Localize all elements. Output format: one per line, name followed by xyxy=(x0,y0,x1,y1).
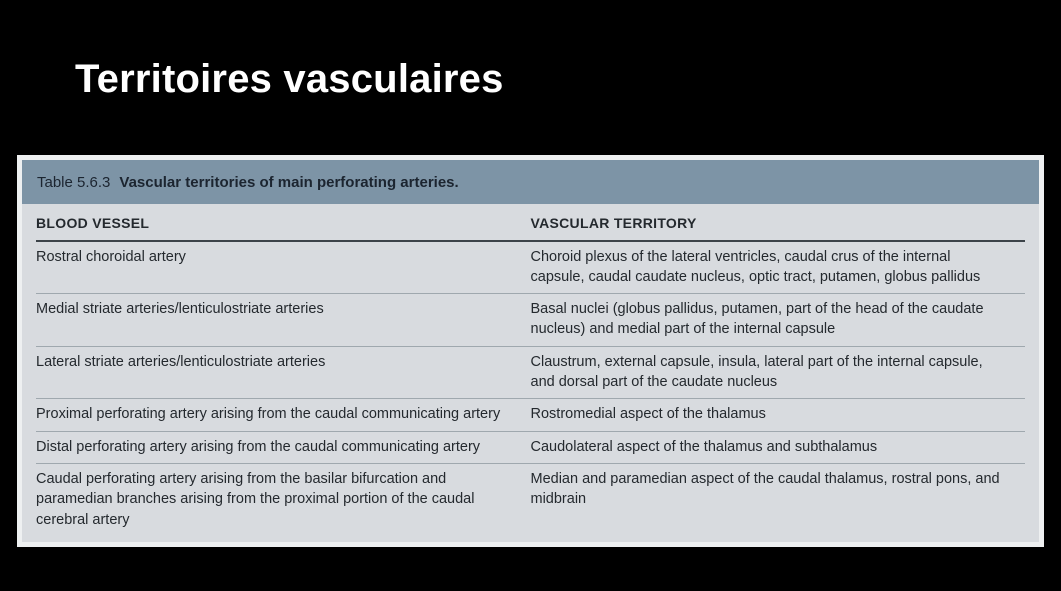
table-row xyxy=(36,463,1025,535)
vascular-territory-cell: Rostromedial aspect of the thalamus xyxy=(531,399,1026,431)
column-header-blood-vessel: BLOOD VESSEL xyxy=(36,204,531,241)
blood-vessel-cell: Lateral striate arteries/lenticulostriate arteries xyxy=(36,346,531,399)
slide-title: Territoires vasculaires xyxy=(75,57,504,101)
table-row xyxy=(36,431,1025,463)
table-row xyxy=(36,241,1025,294)
table-rows xyxy=(36,241,1025,536)
blood-vessel-cell: Caudal perforating artery arising from the basilar bifurcation and paramedian branches arising from the proximal portion of the caudal cerebral artery xyxy=(36,470,475,528)
blood-vessel-cell: Proximal perforating artery arising from the caudal communicating artery xyxy=(36,399,531,431)
table-figure xyxy=(17,155,1044,547)
vascular-territory-cell: Basal nuclei (globus pallidus, putamen, part of the head of the caudate nucleus) and medial part of the internal capsule xyxy=(531,294,1026,347)
table-row xyxy=(36,399,1025,431)
table-body xyxy=(22,204,1039,542)
blood-vessel-cell: Distal perforating artery arising from the caudal communicating artery xyxy=(36,431,531,463)
blood-vessel-cell: Rostral choroidal artery xyxy=(36,241,531,294)
vascular-territory-cell: Claustrum, external capsule, insula, lateral part of the internal capsule, and dorsal part of the caudate nucleus xyxy=(531,346,1026,399)
vascular-territory-cell: Median and paramedian aspect of the caudal thalamus, rostral pons, and midbrain xyxy=(530,470,1000,508)
blood-vessel-cell: Medial striate arteries/lenticulostriate arteries xyxy=(36,294,531,347)
table-caption-label: Table 5.6.3 xyxy=(37,173,111,191)
vascular-territories-table xyxy=(36,204,1025,536)
table-row xyxy=(36,294,1025,347)
table-row xyxy=(36,346,1025,399)
column-header-vascular-territory: VASCULAR TERRITORY xyxy=(531,204,1026,241)
column-header-row xyxy=(36,204,1025,241)
table-caption-title: Vascular territories of main perforating arteries. xyxy=(119,173,459,191)
vascular-territory-cell: Choroid plexus of the lateral ventricles, caudal crus of the internal capsule, caudal caudate nucleus, optic tract, putamen, globus pallidus xyxy=(531,241,1026,294)
vascular-territory-cell: Caudolateral aspect of the thalamus and subthalamus xyxy=(531,431,1026,463)
table-caption xyxy=(22,160,1039,204)
